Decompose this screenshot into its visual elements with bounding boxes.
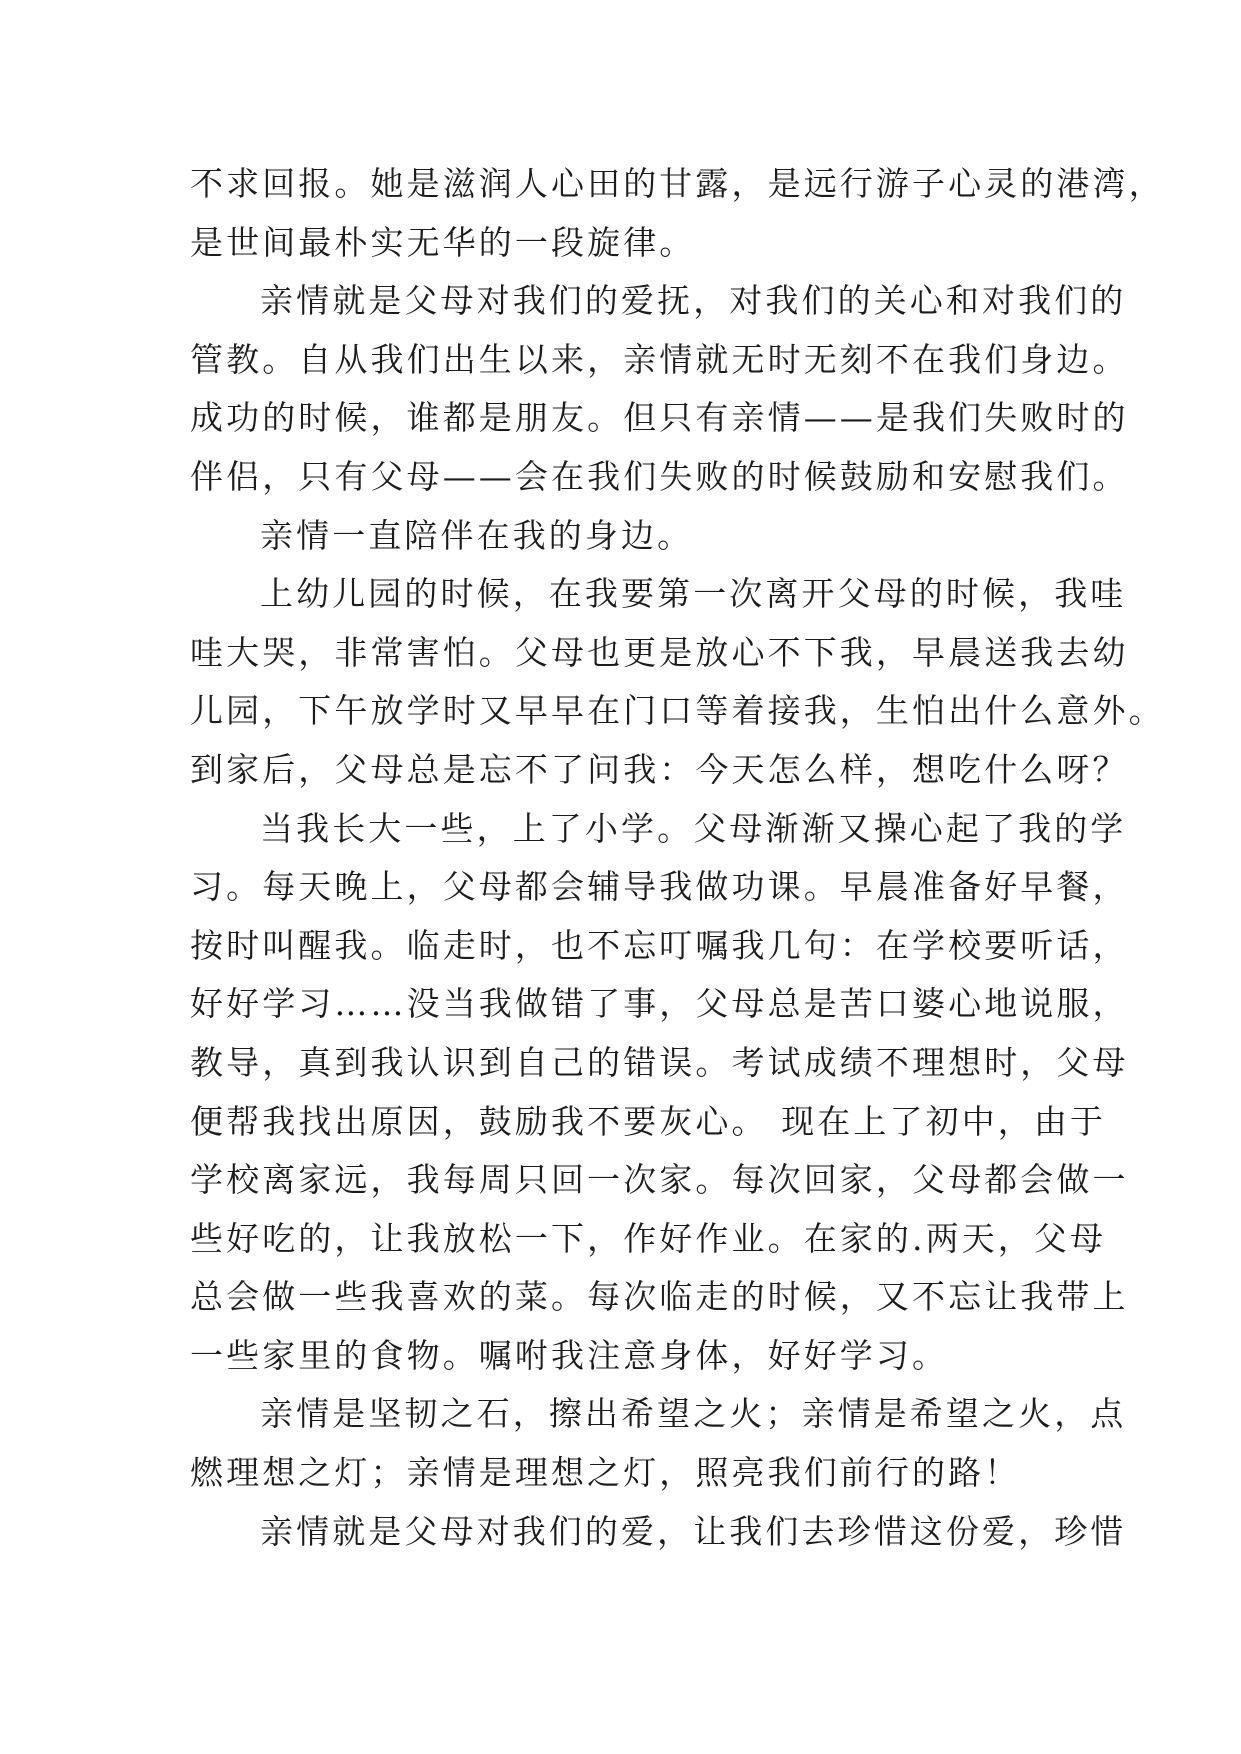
text-line: 当我长大一些，上了小学。父母渐渐又操心起了我的学 <box>260 808 1127 848</box>
text-line: 教导，真到我认识到自己的错误。考试成绩不理想时，父母 <box>190 1042 1129 1082</box>
text-line: 按时叫醒我。临走时，也不忘叮嘱我几句：在学校要听话， <box>190 925 1129 965</box>
text-line: 是世间最朴实无华的一段旋律。 <box>190 222 696 262</box>
text-line: 儿园，下午放学时又早早在门口等着接我，生怕出什么意外。 <box>190 691 1165 731</box>
text-line: 些好吃的，让我放松一下，作好作业。在家的.两天，父母 <box>190 1218 1107 1258</box>
text-line: 伴侣，只有父母——会在我们失败的时候鼓励和安慰我们。 <box>190 456 1129 496</box>
text-line: 亲情是坚韧之石，擦出希望之火；亲情是希望之火，点 <box>260 1394 1127 1434</box>
body-text <box>190 155 1165 1561</box>
text-line: 不求回报。她是滋润人心田的甘露，是远行游子心灵的港湾， <box>190 164 1165 203</box>
text-line: 学校离家远，我每周只回一次家。每次回家，父母都会做一 <box>190 1160 1129 1200</box>
text-line: 到家后，父母总是忘不了问我：今天怎么样，想吃什么呀？ <box>190 749 1129 789</box>
text-line: 亲情一直陪伴在我的身边。 <box>260 515 694 555</box>
text-line: 亲情就是父母对我们的爱抚，对我们的关心和对我们的 <box>260 281 1127 321</box>
text-line: 便帮我找出原因，鼓励我不要灰心。 现在上了初中，由于 <box>190 1101 1107 1141</box>
text-line: 习。每天晚上，父母都会辅导我做功课。早晨准备好早餐， <box>190 867 1129 907</box>
text-line: 燃理想之灯；亲情是理想之灯，照亮我们前行的路！ <box>190 1453 1021 1493</box>
text-line: 亲情就是父母对我们的爱，让我们去珍惜这份爱，珍惜 <box>260 1511 1127 1551</box>
text-line: 总会做一些我喜欢的菜。每次临走的时候，又不忘让我带上 <box>190 1277 1129 1317</box>
text-line: 成功的时候，谁都是朋友。但只有亲情——是我们失败时的 <box>190 398 1129 438</box>
text-line: 哇大哭，非常害怕。父母也更是放心不下我，早晨送我去幼 <box>190 632 1129 672</box>
text-line: 管教。自从我们出生以来，亲情就无时无刻不在我们身边。 <box>190 339 1129 379</box>
text-line: 上幼儿园的时候，在我要第一次离开父母的时候，我哇 <box>260 574 1127 614</box>
text-line: 好好学习……没当我做错了事，父母总是苦口婆心地说服， <box>190 984 1129 1024</box>
text-line: 一些家里的食物。嘱咐我注意身体，好好学习。 <box>190 1335 949 1375</box>
